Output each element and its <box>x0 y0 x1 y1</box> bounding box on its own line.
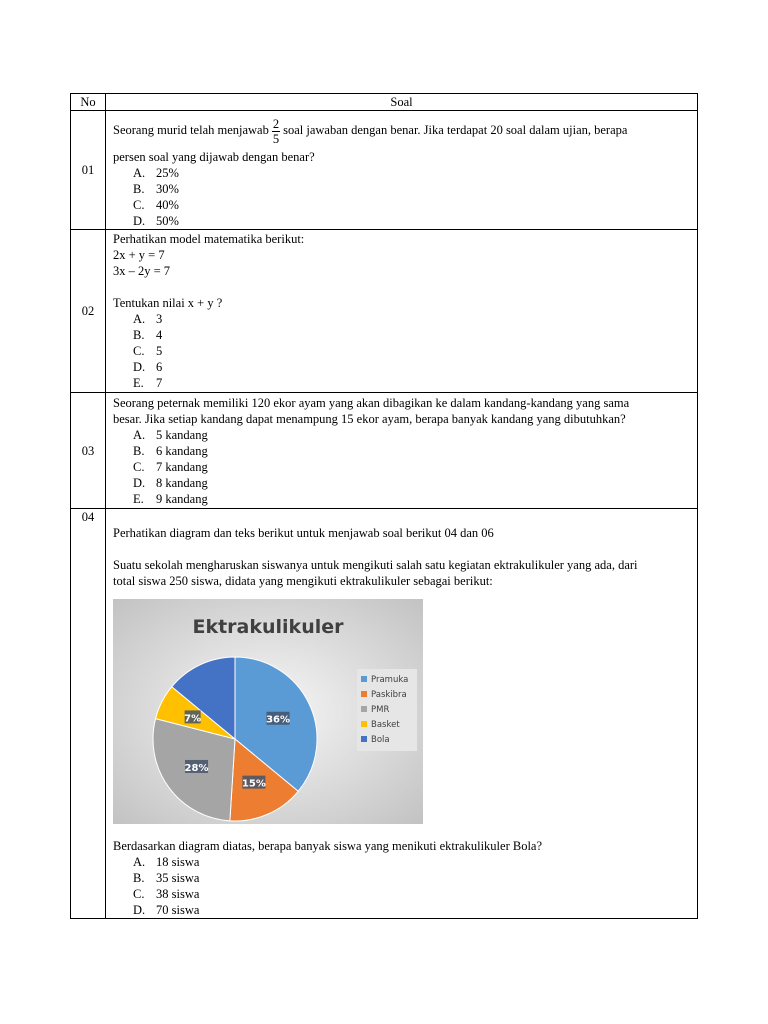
legend-swatch-pramuka <box>361 676 367 682</box>
option-letter: B. <box>133 182 145 196</box>
option-d[interactable] <box>113 213 691 229</box>
option-text: 8 kandang <box>156 475 208 490</box>
option-b[interactable] <box>113 327 691 343</box>
legend-label-basket: Basket <box>371 720 400 730</box>
option-c[interactable] <box>113 197 691 213</box>
option-a[interactable] <box>113 165 691 181</box>
option-b[interactable] <box>113 870 691 886</box>
option-text: 5 kandang <box>156 427 208 442</box>
option-text: 35 siswa <box>156 871 200 885</box>
option-text: 3 <box>156 312 163 326</box>
question-body <box>106 509 698 919</box>
data-label-pmr: 28% <box>184 762 209 774</box>
option-letter: C. <box>133 198 145 212</box>
option-text: 4 <box>156 328 163 342</box>
legend-label-pramuka: Pramuka <box>371 675 409 685</box>
equation-1: 2x + y = 7 <box>113 248 165 262</box>
option-letter: C. <box>133 887 145 901</box>
question-text: Seorang peternak memiliki 120 ekor ayam yang akan dibagikan ke dalam kandang-kandang yang sama <box>113 395 630 410</box>
question-number: 03 <box>71 393 106 509</box>
data-label-paskibra: 15% <box>241 778 266 790</box>
option-letter: A. <box>133 166 146 180</box>
legend-label-pmr: PMR <box>371 705 390 715</box>
question-table <box>70 93 698 919</box>
option-text: 38 siswa <box>156 887 200 901</box>
question-text: besar. Jika setiap kandang dapat menampung 15 ekor ayam, berapa banyak kandang yang dibutuhkan? <box>113 411 626 426</box>
option-d[interactable] <box>113 475 691 491</box>
legend-swatch-paskibra <box>361 691 367 697</box>
question-number: 01 <box>71 111 106 230</box>
legend-label-bola: Bola <box>371 735 390 745</box>
question-row-01 <box>71 111 698 230</box>
option-letter: C. <box>133 459 145 474</box>
option-a[interactable] <box>113 854 691 870</box>
pie-chart-svg <box>113 599 423 824</box>
option-text: 6 <box>156 360 163 374</box>
legend-swatch-basket <box>361 721 367 727</box>
option-a[interactable] <box>113 311 691 327</box>
header-no: No <box>71 94 106 111</box>
option-e[interactable] <box>113 491 691 507</box>
question-row-02 <box>71 230 698 393</box>
question-text: soal jawaban dengan benar. Jika terdapat 20 soal dalam ujian, berapa <box>283 123 628 137</box>
option-letter: E. <box>133 376 144 390</box>
data-label-pramuka: 36% <box>266 714 291 726</box>
header-row <box>71 94 698 111</box>
question-number: 04 <box>71 509 106 919</box>
question-text: Perhatikan model matematika berikut: <box>113 232 305 246</box>
question-number: 02 <box>71 230 106 393</box>
legend-swatch-bola <box>361 736 367 742</box>
question-text: Perhatikan diagram dan teks berikut untuk menjawab soal berikut 04 dan 06 <box>113 526 494 540</box>
option-b[interactable] <box>113 181 691 197</box>
option-letter: B. <box>133 443 145 458</box>
fraction-denominator: 5 <box>272 131 280 146</box>
chart-title: Ektrakulikuler <box>192 616 344 638</box>
legend-label-paskibra: Paskibra <box>371 690 407 700</box>
option-text: 5 <box>156 344 163 358</box>
option-d[interactable] <box>113 359 691 375</box>
option-text: 70 siswa <box>156 903 200 917</box>
option-text: 25% <box>156 166 179 180</box>
option-letter: A. <box>133 427 146 442</box>
option-text: 7 <box>156 376 163 390</box>
option-text: 50% <box>156 214 179 228</box>
option-text: 7 kandang <box>156 459 208 474</box>
answer-options <box>113 854 691 918</box>
equation-2: 3x – 2y = 7 <box>113 264 171 278</box>
question-text: Tentukan nilai x + y ? <box>113 296 223 310</box>
question-body <box>106 111 698 230</box>
option-e[interactable] <box>113 375 691 391</box>
question-row-03 <box>71 393 698 509</box>
pie-chart <box>113 599 423 824</box>
option-letter: D. <box>133 360 146 374</box>
option-text: 18 siswa <box>156 855 200 869</box>
option-letter: D. <box>133 214 146 228</box>
option-letter: B. <box>133 871 145 885</box>
option-letter: D. <box>133 903 146 917</box>
question-text: persen soal yang dijawab dengan benar? <box>113 150 315 164</box>
question-text: Berdasarkan diagram diatas, berapa banyak siswa yang menikuti ektrakulikuler Bola? <box>113 839 543 853</box>
question-row-04 <box>71 509 698 919</box>
option-text: 40% <box>156 198 179 212</box>
option-a[interactable] <box>113 427 691 443</box>
answer-options <box>113 311 691 391</box>
legend-swatch-pmr <box>361 706 367 712</box>
pie-slices <box>153 657 317 821</box>
option-d[interactable] <box>113 902 691 918</box>
option-letter: D. <box>133 475 146 490</box>
fraction-numerator: 2 <box>272 116 280 131</box>
question-text: total siswa 250 siswa, didata yang mengikuti ektrakulikuler sebagai berikut: <box>113 574 493 588</box>
answer-options <box>113 165 691 229</box>
question-body <box>106 230 698 393</box>
header-soal: Soal <box>106 94 698 111</box>
option-b[interactable] <box>113 443 691 459</box>
option-letter: C. <box>133 344 145 358</box>
question-text: Seorang murid telah menjawab <box>113 123 269 137</box>
option-letter: E. <box>133 491 144 506</box>
question-text-line <box>113 111 691 149</box>
option-letter: B. <box>133 328 145 342</box>
answer-options <box>113 427 691 507</box>
option-letter: A. <box>133 855 146 869</box>
option-text: 6 kandang <box>156 443 208 458</box>
option-text: 30% <box>156 182 179 196</box>
question-text: Suatu sekolah mengharuskan siswanya untuk mengikuti salah satu kegiatan ektrakulikuler yang ada, dari <box>113 558 638 572</box>
option-c[interactable] <box>113 343 691 359</box>
option-c[interactable] <box>113 459 691 475</box>
option-text: 9 kandang <box>156 491 208 506</box>
question-body <box>106 393 698 509</box>
data-label-basket: 7% <box>184 713 202 725</box>
fraction <box>272 117 280 146</box>
option-letter: A. <box>133 312 146 326</box>
option-c[interactable] <box>113 886 691 902</box>
